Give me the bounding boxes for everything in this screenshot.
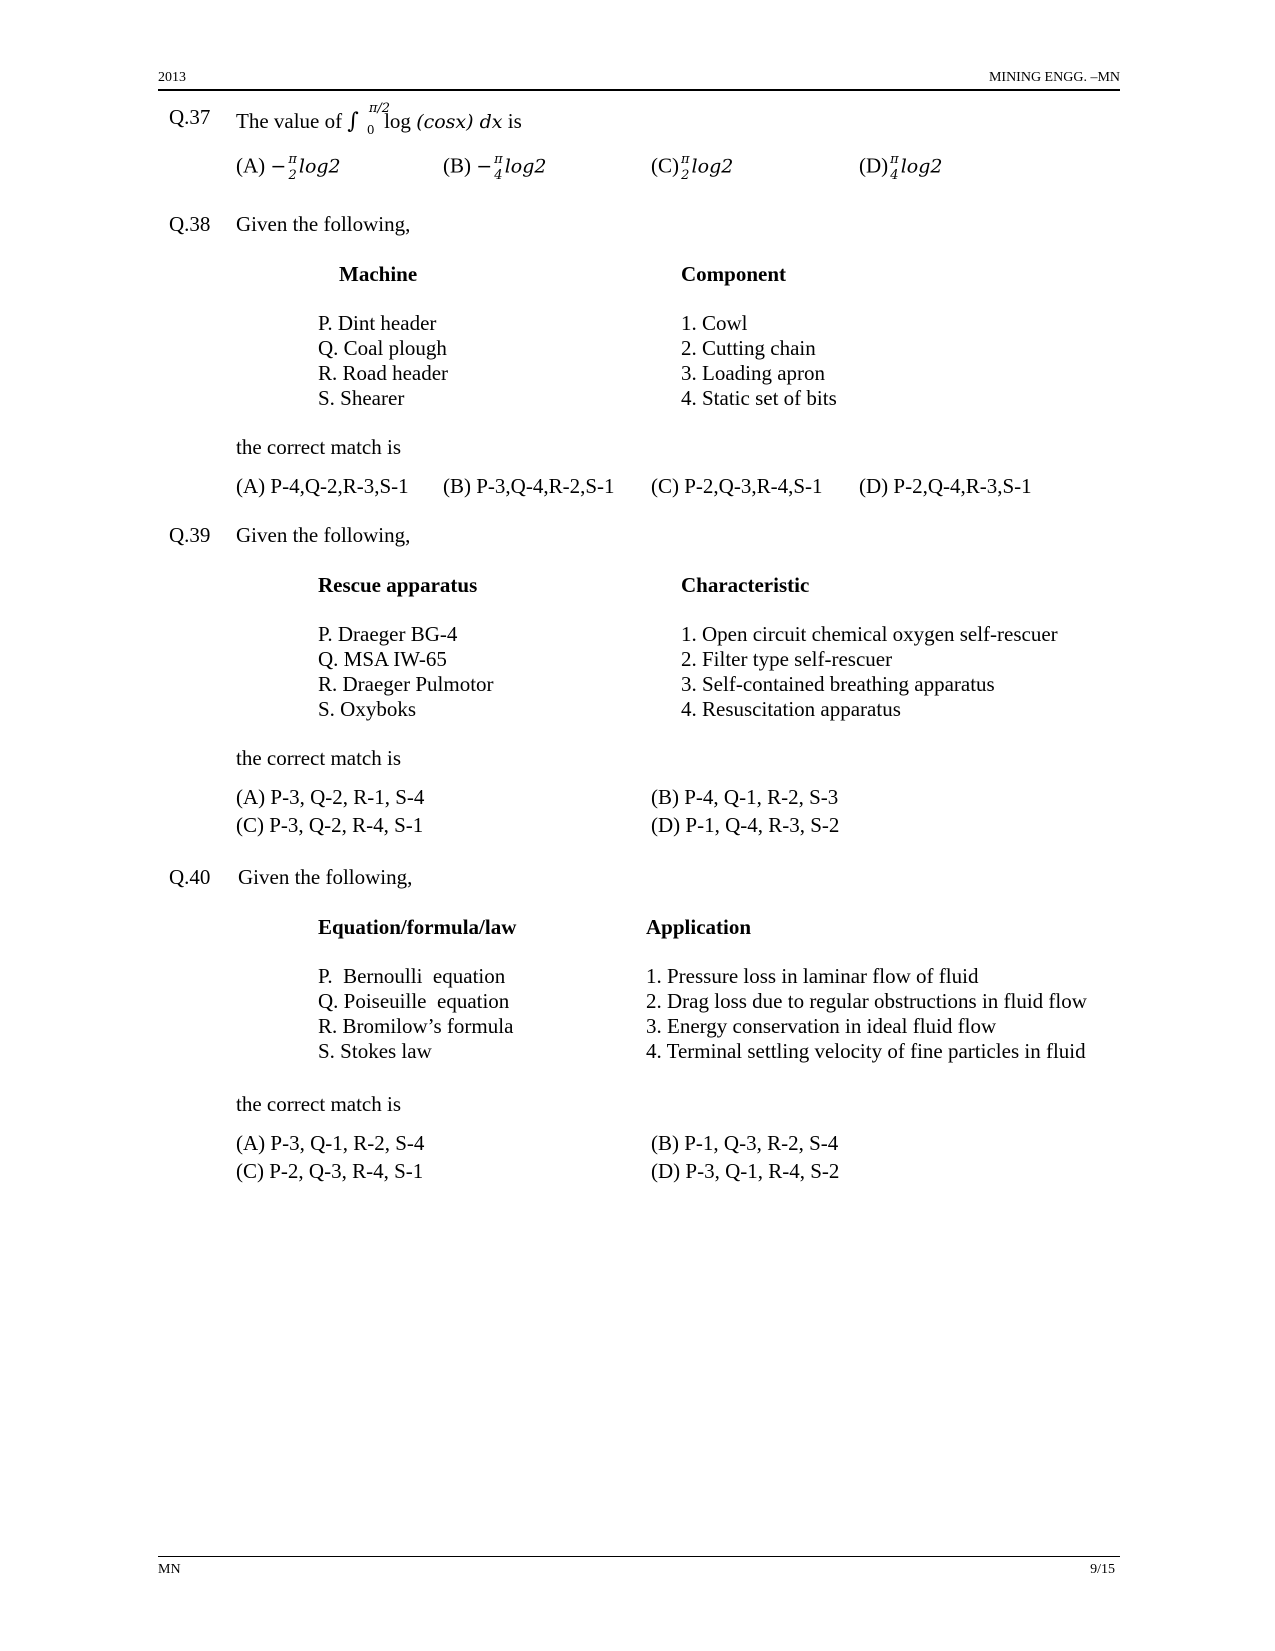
list-item: 2. Drag loss due to regular obstructions in fluid flow [646, 989, 1087, 1013]
list-item: 1. Cowl [681, 311, 748, 335]
list-item: P. Dint header [318, 311, 437, 335]
q39-option-b[interactable]: (B) P-4, Q-1, R-2, S-3 [651, 785, 839, 809]
footer-code: MN [158, 1562, 181, 1577]
list-item: 4. Static set of bits [681, 386, 837, 410]
integral-sign: ∫ [347, 109, 359, 134]
list-item: S. Stokes law [318, 1039, 432, 1063]
list-item: R. Draeger Pulmotor [318, 672, 494, 696]
q38-intro: Given the following, [236, 212, 411, 236]
option-label: (C) [651, 153, 679, 178]
q39-right-list [681, 622, 1058, 722]
q40-option-d[interactable]: (D) P-3, Q-1, R-4, S-2 [651, 1159, 840, 1183]
q39-option-d[interactable]: (D) P-1, Q-4, R-3, S-2 [651, 813, 840, 837]
fraction-denominator: 4 [890, 168, 899, 183]
header-rule [158, 89, 1120, 91]
fraction-denominator: 2 [681, 168, 690, 183]
q37-number: Q.37 [169, 105, 211, 129]
q38-option-c[interactable]: (C) P-2,Q-3,R-4,S-1 [651, 474, 823, 498]
q40-option-b[interactable]: (B) P-1, Q-3, R-2, S-4 [651, 1131, 839, 1155]
q39-intro: Given the following, [236, 523, 411, 547]
q37-integrand-fn: log [384, 109, 411, 133]
fraction-numerator: π [681, 152, 690, 167]
q40-match-text: the correct match is [236, 1092, 402, 1116]
fraction-numerator: π [890, 152, 899, 167]
footer-page-number: 9/15 [1090, 1562, 1115, 1577]
q39-option-c[interactable]: (C) P-3, Q-2, R-4, S-1 [236, 813, 424, 837]
list-item: 3. Self-contained breathing apparatus [681, 672, 995, 696]
q38-right-list [681, 311, 837, 411]
q39-number: Q.39 [169, 523, 211, 547]
q37-option-a[interactable] [236, 153, 341, 182]
q39-left-heading: Rescue apparatus [318, 573, 478, 597]
q38-match-text: the correct match is [236, 435, 402, 459]
list-item: Q. Poiseuille equation [318, 989, 510, 1013]
list-item: R. Bromilow’s formula [318, 1014, 514, 1038]
list-item: 1. Pressure loss in laminar flow of fluid [646, 964, 979, 988]
list-item: Q. MSA IW-65 [318, 647, 447, 671]
integral-lower-limit: 0 [366, 123, 375, 137]
q39-right-heading: Characteristic [681, 573, 810, 597]
fraction-numerator: π [288, 152, 297, 167]
option-sign: − [476, 155, 493, 178]
q39-match-text: the correct match is [236, 746, 402, 770]
list-item: S. Oxyboks [318, 697, 417, 721]
q38-option-b[interactable]: (B) P-3,Q-4,R-2,S-1 [443, 474, 615, 498]
q37-integrand-arg: (cosx) dx [416, 111, 503, 133]
fraction-numerator: π [494, 152, 503, 167]
list-item: S. Shearer [318, 386, 405, 410]
list-item: 2. Filter type self-rescuer [681, 647, 893, 671]
q37-text-pre: The value of [236, 109, 343, 133]
fraction [681, 153, 690, 182]
q37-text-post: is [507, 109, 522, 133]
header-year: 2013 [158, 70, 186, 85]
q37-stem [236, 101, 522, 137]
list-item: Q. Coal plough [318, 336, 447, 360]
header-subject: MINING ENGG. –MN [988, 70, 1120, 85]
list-item: P. Draeger BG-4 [318, 622, 458, 646]
q38-left-list [318, 311, 448, 411]
q40-option-a[interactable]: (A) P-3, Q-1, R-2, S-4 [236, 1131, 425, 1155]
q38-option-a[interactable]: (A) P-4,Q-2,R-3,S-1 [236, 474, 409, 498]
q38-option-d[interactable]: (D) P-2,Q-4,R-3,S-1 [859, 474, 1032, 498]
q38-left-heading: Machine [339, 262, 418, 286]
list-item: 4. Resuscitation apparatus [681, 697, 901, 721]
option-label: (D) [859, 153, 889, 178]
list-item: R. Road header [318, 361, 449, 385]
q40-left-heading: Equation/formula/law [318, 915, 517, 939]
list-item: 3. Energy conservation in ideal fluid flow [646, 1014, 997, 1038]
q37-option-c[interactable] [651, 153, 733, 182]
integral-upper-limit: π/2 [368, 101, 391, 116]
option-expression: log2 [504, 155, 547, 178]
list-item: 4. Terminal settling velocity of fine particles in fluid [646, 1039, 1086, 1063]
list-item: 1. Open circuit chemical oxygen self-rescuer [681, 622, 1058, 646]
q39-option-a[interactable]: (A) P-3, Q-2, R-1, S-4 [236, 785, 425, 809]
option-label: (A) [236, 153, 266, 178]
fraction-denominator: 2 [288, 168, 297, 183]
option-expression: log2 [691, 155, 734, 178]
q40-right-heading: Application [646, 915, 752, 939]
list-item: 2. Cutting chain [681, 336, 816, 360]
list-item: P. Bernoulli equation [318, 964, 506, 988]
q40-option-c[interactable]: (C) P-2, Q-3, R-4, S-1 [236, 1159, 424, 1183]
q39-left-list [318, 622, 494, 722]
q37-option-d[interactable] [859, 153, 942, 182]
q38-right-heading: Component [681, 262, 787, 286]
q40-intro: Given the following, [238, 865, 413, 889]
q40-right-list [646, 964, 1087, 1064]
option-sign: − [270, 155, 287, 178]
integral-limits [359, 101, 391, 137]
fraction [494, 153, 503, 182]
fraction [890, 153, 899, 182]
option-label: (B) [443, 153, 471, 178]
fraction [288, 153, 297, 182]
option-expression: log2 [298, 155, 341, 178]
option-expression: log2 [900, 155, 943, 178]
q37-option-b[interactable] [443, 153, 547, 182]
q40-number: Q.40 [169, 865, 211, 889]
list-item: 3. Loading apron [681, 361, 826, 385]
fraction-denominator: 4 [494, 168, 503, 183]
footer-rule [158, 1556, 1120, 1557]
q38-number: Q.38 [169, 212, 211, 236]
q40-left-list [318, 964, 513, 1064]
